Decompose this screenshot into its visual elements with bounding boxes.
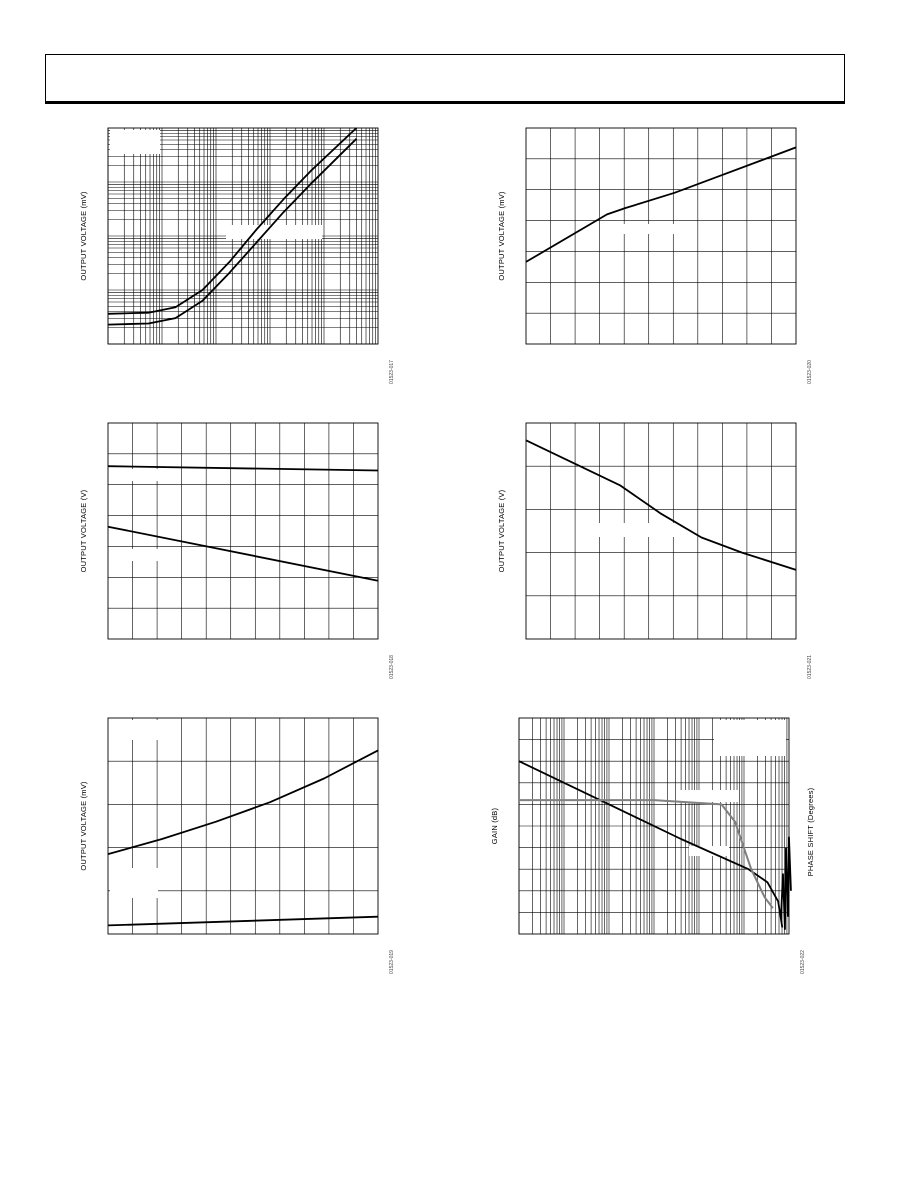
- y-axis-label: OUTPUT VOLTAGE (V): [497, 489, 506, 573]
- chart-tpc-017: [75, 120, 395, 384]
- plot-area: [497, 128, 813, 384]
- annotation-area: [110, 130, 160, 154]
- plot-area: [79, 128, 395, 384]
- y-axis-label: OUTPUT VOLTAGE (mV): [79, 781, 88, 871]
- annotation-area: [110, 720, 160, 740]
- y-axis-label: OUTPUT VOLTAGE (V): [79, 489, 88, 573]
- annotation-area: [679, 790, 739, 802]
- plot-frame: [108, 423, 378, 639]
- figure-id: 01523-022: [800, 950, 806, 974]
- annotation-area: [590, 523, 680, 537]
- annotation-area: [226, 225, 322, 239]
- plot-frame: [526, 128, 796, 344]
- plot-frame: [108, 718, 378, 934]
- series-line: [526, 440, 796, 570]
- annotation-area: [110, 868, 158, 898]
- annotation-area: [714, 720, 786, 756]
- page-header: [45, 54, 845, 103]
- y-axis-label: GAIN (dB): [490, 807, 499, 845]
- series-line: [108, 917, 378, 926]
- chart-tpc-018: [75, 415, 395, 679]
- annotation-area: [110, 425, 132, 441]
- y2-axis-label: PHASE SHIFT (Degrees): [806, 787, 815, 877]
- gridlines: [526, 128, 796, 344]
- figure-id: 01523-017: [389, 360, 395, 384]
- chart-tpc-021: [493, 415, 813, 679]
- series-line: [781, 837, 791, 930]
- y-axis-label: OUTPUT VOLTAGE (mV): [79, 191, 88, 281]
- annotation-area: [110, 549, 158, 561]
- chart-tpc-022: [480, 710, 825, 974]
- plot-area: [497, 423, 813, 679]
- annotation-area: [528, 130, 550, 150]
- gridlines: [108, 718, 378, 934]
- figure-id: 01523-021: [807, 655, 813, 679]
- annotation-area: [110, 469, 158, 481]
- chart-tpc-020: [493, 120, 813, 384]
- chart-tpc-019: [75, 710, 395, 974]
- annotation-area: [610, 224, 688, 234]
- series-line: [526, 147, 796, 262]
- figure-id: 01523-020: [807, 360, 813, 384]
- figure-id: 01523-018: [389, 655, 395, 679]
- y-axis-label: OUTPUT VOLTAGE (mV): [497, 191, 506, 281]
- plot-area: [490, 718, 815, 974]
- gridlines: [108, 423, 378, 639]
- series-line: [108, 750, 378, 854]
- plot-area: [79, 423, 395, 679]
- header-rule: [45, 101, 845, 104]
- figure-id: 01523-019: [389, 950, 395, 974]
- plot-area: [79, 718, 395, 974]
